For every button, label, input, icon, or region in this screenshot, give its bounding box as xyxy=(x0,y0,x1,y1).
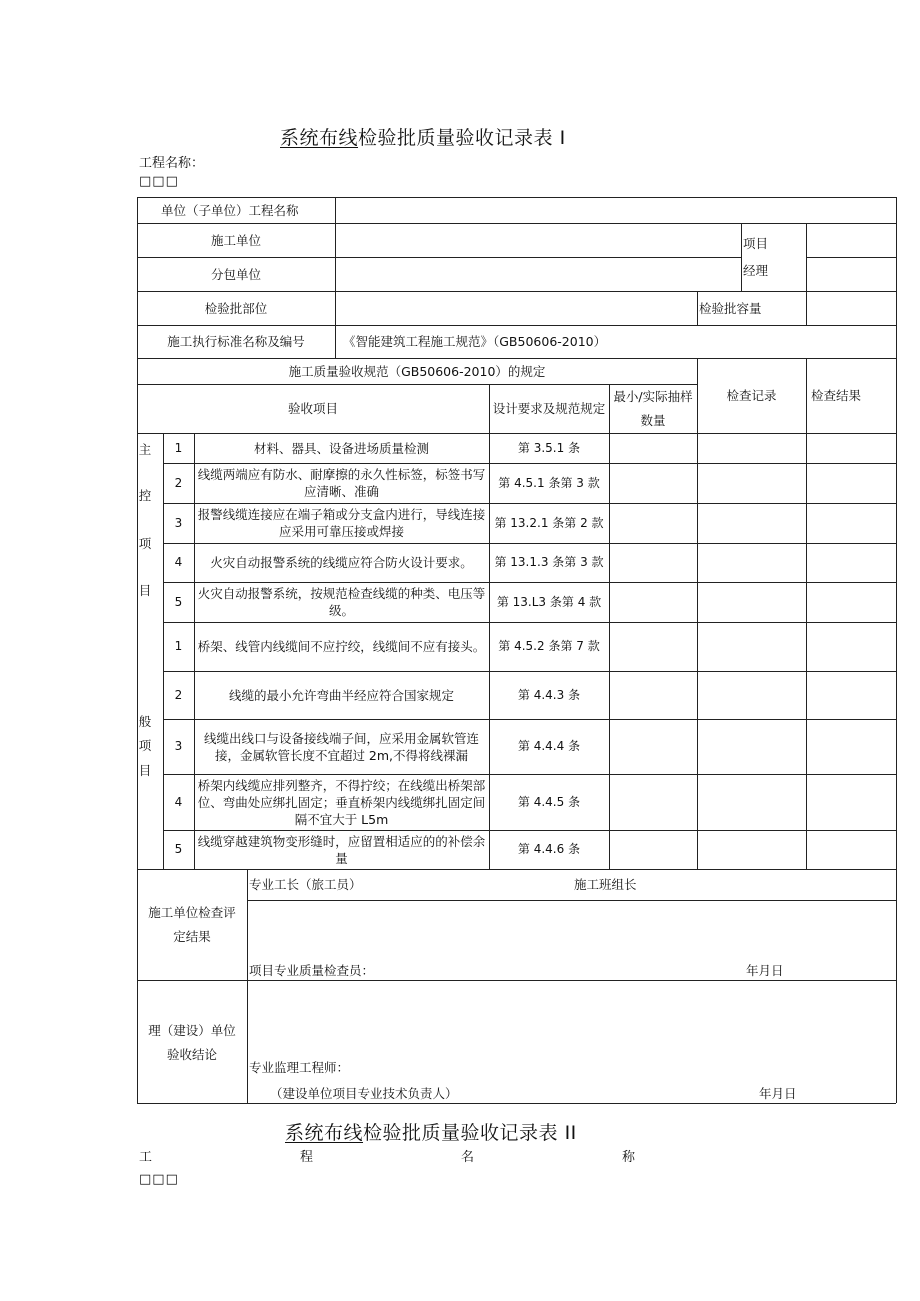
title2-suffix: II xyxy=(564,1122,577,1144)
general-group-char: 般 xyxy=(138,713,152,729)
unit-project-value[interactable] xyxy=(335,197,896,223)
general-group-char: 目 xyxy=(138,762,152,778)
supervision-conclusion[interactable] xyxy=(248,981,895,1031)
main-group-char: 项 xyxy=(138,535,152,551)
title2-underlined-part: 系统布线 xyxy=(285,1122,364,1144)
general-group-char: 项 xyxy=(138,737,152,753)
item-sample-count[interactable] xyxy=(609,622,697,671)
item-description: 线缆的最小允许弯曲半经应符合国家规定 xyxy=(228,687,454,703)
item-number: 2 xyxy=(174,687,183,702)
construction-check-result[interactable] xyxy=(248,901,895,961)
item-sample-count[interactable] xyxy=(609,433,697,463)
item-check-result[interactable] xyxy=(806,543,896,582)
design-req-label: 设计要求及规范规定 xyxy=(492,400,606,416)
main-group-char: 主 xyxy=(138,441,152,457)
item-check-record[interactable] xyxy=(697,830,806,869)
item-clause: 第 4.4.4 条 xyxy=(517,739,581,753)
item-check-result[interactable] xyxy=(806,463,896,503)
item-clause: 第 4.5.1 条第 3 款 xyxy=(498,475,600,490)
item-clause: 第 4.5.2 条第 7 款 xyxy=(498,639,600,653)
item-sample-count[interactable] xyxy=(609,671,697,719)
item-number: 2 xyxy=(174,475,183,490)
check-result-label: 检查结果 xyxy=(810,388,861,403)
item-check-result[interactable] xyxy=(806,582,896,622)
project-name-label: 工程名称： xyxy=(139,156,205,171)
item-description: 火灾自动报警系统的线缆应符合防火设计要求。 xyxy=(210,555,473,570)
item-description: 火灾自动报警系统，按规范检查线缆的种类、电压等级。 xyxy=(197,586,486,618)
item-check-result[interactable] xyxy=(806,774,896,830)
item-check-record[interactable] xyxy=(697,543,806,582)
item-description: 线缆出线口与设备接线端子间，应采用金属软管连接，金属软管长度不宜超过 2m,不得将线裸漏 xyxy=(203,730,479,763)
item-check-result[interactable] xyxy=(806,622,896,671)
item-clause: 第 4.4.6 条 xyxy=(517,842,581,856)
construction-check-label: 施工单位检查评定结果 xyxy=(148,905,236,944)
item-number: 1 xyxy=(174,639,183,653)
item-number: 4 xyxy=(174,794,183,809)
quality-inspector-label: 项目专业质量检查员： xyxy=(249,962,375,978)
item-check-result[interactable] xyxy=(806,433,896,463)
construction-unit-value[interactable] xyxy=(335,223,741,257)
form-title-2 xyxy=(285,1118,577,1145)
main-group-char: 控 xyxy=(138,487,152,503)
item-sample-count[interactable] xyxy=(609,830,697,869)
unit-project-label: 单位（子单位）工程名称 xyxy=(161,202,299,218)
standard-value: 《智能建筑工程施工规范》（GB50606-2010） xyxy=(343,334,607,349)
item-check-result[interactable] xyxy=(806,830,896,869)
foreman-label: 专业工长（旅工员） xyxy=(249,877,362,892)
item-description: 桥架内线缆应排列整齐，不得拧绞；在线缆出桥架部位、弯曲处应绑扎固定；垂直桥架内线缆绑扎固定间隔不宜大于 L5m xyxy=(197,777,486,827)
project-manager-value[interactable] xyxy=(806,223,896,257)
item-label: 验收项目 xyxy=(287,401,338,416)
spread-char: 工 xyxy=(139,1150,153,1165)
item-check-record[interactable] xyxy=(697,582,806,622)
item-sample-count[interactable] xyxy=(609,503,697,543)
inspection-location-value[interactable] xyxy=(335,291,697,325)
project-name-label-2 xyxy=(139,1146,635,1165)
item-clause: 第 13.2.1 条第 2 款 xyxy=(494,515,604,530)
item-sample-count[interactable] xyxy=(609,543,697,582)
item-clause: 第 3.5.1 条 xyxy=(517,440,581,455)
item-description: 桥架、线管内线缆间不应拧绞，线缆间不应有接头。 xyxy=(197,639,486,654)
sample-label: 最小/实际抽样数量 xyxy=(613,388,693,428)
title2-rest: 检验批质量验收记录表 xyxy=(363,1122,559,1144)
item-sample-count[interactable] xyxy=(609,463,697,503)
main-group-char: 目 xyxy=(138,582,152,598)
spread-char: 名 xyxy=(460,1150,474,1165)
item-clause: 第 4.4.3 条 xyxy=(517,687,581,702)
construction-unit-label: 施工单位 xyxy=(210,232,261,248)
item-check-record[interactable] xyxy=(697,774,806,830)
item-number: 4 xyxy=(174,555,183,569)
check-record-label: 检查记录 xyxy=(726,388,777,403)
inspection-capacity-value[interactable] xyxy=(806,291,896,325)
inspection-capacity-label: 检验批容量 xyxy=(699,300,762,316)
spread-char: 称 xyxy=(621,1150,635,1165)
item-description: 材料、器具、设备进场质量检测 xyxy=(253,440,429,456)
title-suffix: I xyxy=(559,127,566,149)
spec-label: 施工质量验收规范（GB50606-2010）的规定 xyxy=(288,363,546,379)
item-check-record[interactable] xyxy=(697,719,806,774)
inspection-location-label: 检验批部位 xyxy=(204,300,268,316)
item-sample-count[interactable] xyxy=(609,582,697,622)
item-clause: 第 13.1.3 条第 3 款 xyxy=(494,555,604,569)
item-check-record[interactable] xyxy=(697,622,806,671)
project-manager-label-line2: 经理 xyxy=(743,262,769,278)
item-check-result[interactable] xyxy=(806,719,896,774)
item-sample-count[interactable] xyxy=(609,719,697,774)
item-check-record[interactable] xyxy=(697,433,806,463)
form-title xyxy=(280,123,566,150)
item-number: 5 xyxy=(174,594,183,609)
subcontract-unit-label: 分包单位 xyxy=(210,266,261,282)
subcontract-unit-value[interactable] xyxy=(335,257,741,291)
date-label-1: 年月日 xyxy=(746,962,784,978)
team-leader-label: 施工班组长 xyxy=(574,877,637,892)
standard-label: 施工执行标准名称及编号 xyxy=(167,334,305,349)
item-description: 报警线缆连接应在端子箱或分支盒内进行，导线连接应采用可靠压接或焊接 xyxy=(197,507,486,539)
item-number: 1 xyxy=(174,440,183,455)
item-number: 3 xyxy=(174,515,183,530)
item-sample-count[interactable] xyxy=(609,774,697,830)
checkbox-placeholders: □□□ xyxy=(139,174,179,189)
supervisor-label: 专业监理工程师： xyxy=(249,1059,350,1075)
item-clause: 第 13.L3 条第 4 款 xyxy=(496,594,602,609)
item-check-record[interactable] xyxy=(697,503,806,543)
supervision-label: 理（建设）单位验收结论 xyxy=(148,1023,236,1062)
item-check-record[interactable] xyxy=(697,463,806,503)
date-label-2: 年月日 xyxy=(759,1085,797,1101)
item-description: 线缆穿越建筑物变形缝时，应留置相适应的的补偿余量 xyxy=(197,833,486,866)
title-rest: 检验批质量验收记录表 xyxy=(358,127,554,149)
item-number: 3 xyxy=(174,739,183,753)
item-description: 线缆两端应有防水、耐摩擦的永久性标签，标签书写应清晰、准确 xyxy=(197,467,486,499)
owner-rep-label: （建设单位项目专业技术负责人） xyxy=(270,1085,458,1101)
checkbox-placeholders-2: □□□ xyxy=(139,1172,179,1187)
item-check-result[interactable] xyxy=(806,503,896,543)
spread-char: 程 xyxy=(299,1150,313,1165)
title-underlined-part: 系统布线 xyxy=(280,127,359,149)
item-check-result[interactable] xyxy=(806,671,896,719)
item-number: 5 xyxy=(174,842,183,856)
item-clause: 第 4.4.5 条 xyxy=(517,794,581,809)
item-check-record[interactable] xyxy=(697,671,806,719)
project-manager-label-line1: 项目 xyxy=(743,235,769,251)
